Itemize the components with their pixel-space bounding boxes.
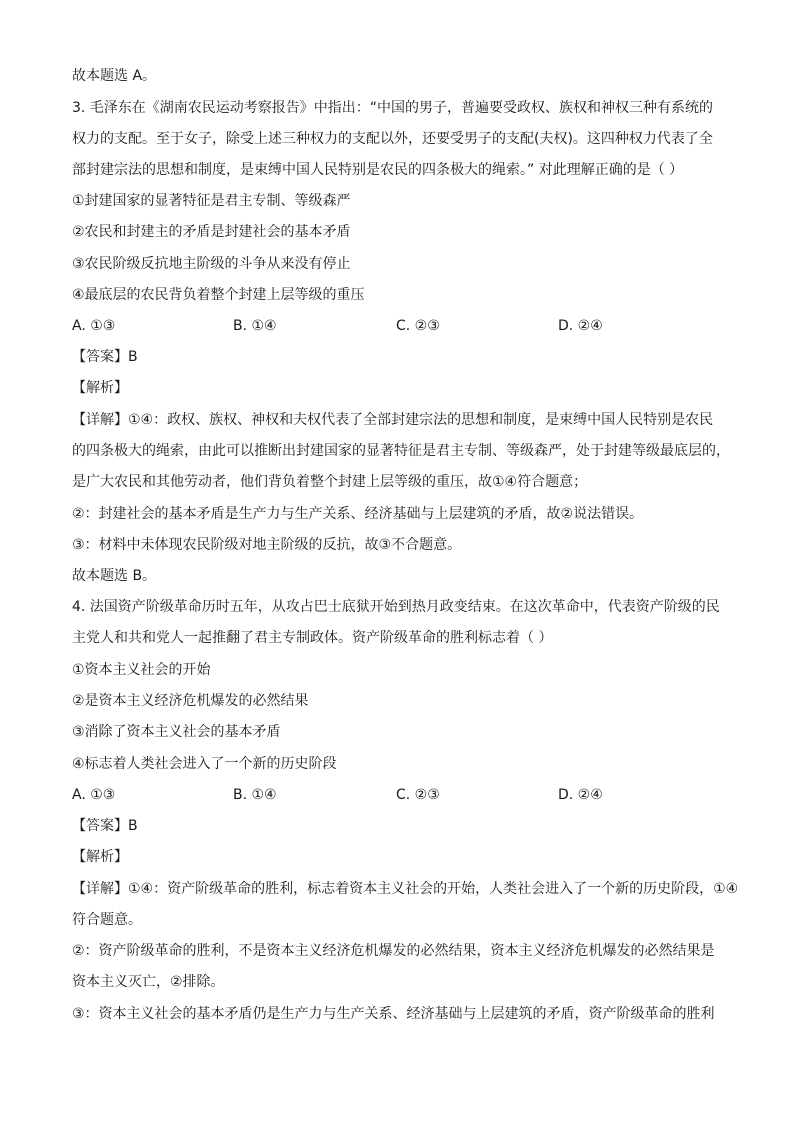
q4-option-c: C. ②③: [396, 787, 440, 803]
q2-conclusion: 故本题选 A。: [72, 68, 157, 84]
q3-option-a: A. ①③: [72, 318, 116, 334]
q3-options: [72, 316, 722, 336]
q3-stem-line-3: 部封建宗法的思想和制度，是束缚中国人民特别是农民的四条极大的绳索。” 对此理解正确的是（ ）: [72, 162, 684, 178]
q3-stem-line-1: 3. 毛泽东在《湖南农民运动考察报告》中指出：“中国的男子，普遍要受政权、族权和神权三种有系统的: [72, 100, 714, 116]
q3-stem-line-2: 权力的支配。至于女子，除受上述三种权力的支配以外，还要受男子的支配(夫权)。这四种权力代表了全: [72, 131, 713, 147]
q3-analysis-line-3: 是广大农民和其他劳动者，他们背负着整个封建上层等级的重压，故①④符合题意；: [72, 474, 588, 490]
q4-statement-1: ①资本主义社会的开始: [72, 662, 211, 678]
q3-statement-2: ②农民和封建主的矛盾是封建社会的基本矛盾: [72, 224, 351, 240]
q4-answer: 【答案】B: [72, 818, 138, 834]
q4-stem-line-2: 主党人和共和党人一起推翻了君主专制政体。资产阶级革命的胜利标志着（ ）: [72, 630, 553, 646]
q4-stem-line-1: 4. 法国资产阶级革命历时五年，从攻占巴士底狱开始到热月政变结束。在这次革命中，代表资产阶级的民: [72, 599, 720, 615]
q4-analysis-line-4: 资本主义灭亡，②排除。: [72, 974, 225, 990]
q3-analysis-line-2: 的四条极大的绳索，由此可以推断出封建国家的显著特征是君主专制、等级森严，处于封建等级最底层的，: [72, 443, 730, 459]
q4-analysis-line-1: 【详解】①④：资产阶级革命的胜利，标志着资本主义社会的开始，人类社会进入了一个新的历史阶段，①④: [72, 881, 739, 897]
q4-analysis-line-5: ③：资本主义社会的基本矛盾仍是生产力与生产关系、经济基础与上层建筑的矛盾，资产阶级革命的胜利: [72, 1006, 715, 1022]
q3-option-c: C. ②③: [396, 318, 440, 334]
q3-option-b: B. ①④: [233, 318, 277, 334]
q4-options: [72, 785, 722, 805]
q3-statement-1: ①封建国家的显著特征是君主专制、等级森严: [72, 193, 351, 209]
q4-analysis-line-3: ②：资产阶级革命的胜利，不是资本主义经济危机爆发的必然结果，资本主义经济危机爆发的必然结果是: [72, 943, 715, 959]
q4-analysis-line-2: 符合题意。: [72, 912, 142, 928]
q3-analysis-line-1: 【详解】①④：政权、族权、神权和夫权代表了全部封建宗法的思想和制度，是束缚中国人民特别是农民: [72, 412, 714, 428]
q3-analysis-line-5: ③：材料中未体现农民阶级对地主阶级的反抗，故③不合题意。: [72, 537, 462, 553]
q3-answer: 【答案】B: [72, 349, 138, 365]
q4-statement-3: ③消除了资本主义社会的基本矛盾: [72, 724, 281, 740]
q4-option-d: D. ②④: [558, 787, 603, 803]
q3-conclusion: 故本题选 B。: [72, 568, 157, 584]
q3-analysis-line-4: ②：封建社会的基本矛盾是生产力与生产关系、经济基础与上层建筑的矛盾，故②说法错误。: [72, 506, 644, 522]
q3-option-d: D. ②④: [558, 318, 603, 334]
q3-statement-4: ④最底层的农民背负着整个封建上层等级的重压: [72, 287, 365, 303]
q4-option-b: B. ①④: [233, 787, 277, 803]
q3-statement-3: ③农民阶级反抗地主阶级的斗争从来没有停止: [72, 256, 351, 272]
q3-analysis-label: 【解析】: [72, 380, 128, 396]
q4-analysis-label: 【解析】: [72, 849, 128, 865]
q4-option-a: A. ①③: [72, 787, 116, 803]
q4-statement-2: ②是资本主义经济危机爆发的必然结果: [72, 693, 309, 709]
q4-statement-4: ④标志着人类社会进入了一个新的历史阶段: [72, 756, 337, 772]
